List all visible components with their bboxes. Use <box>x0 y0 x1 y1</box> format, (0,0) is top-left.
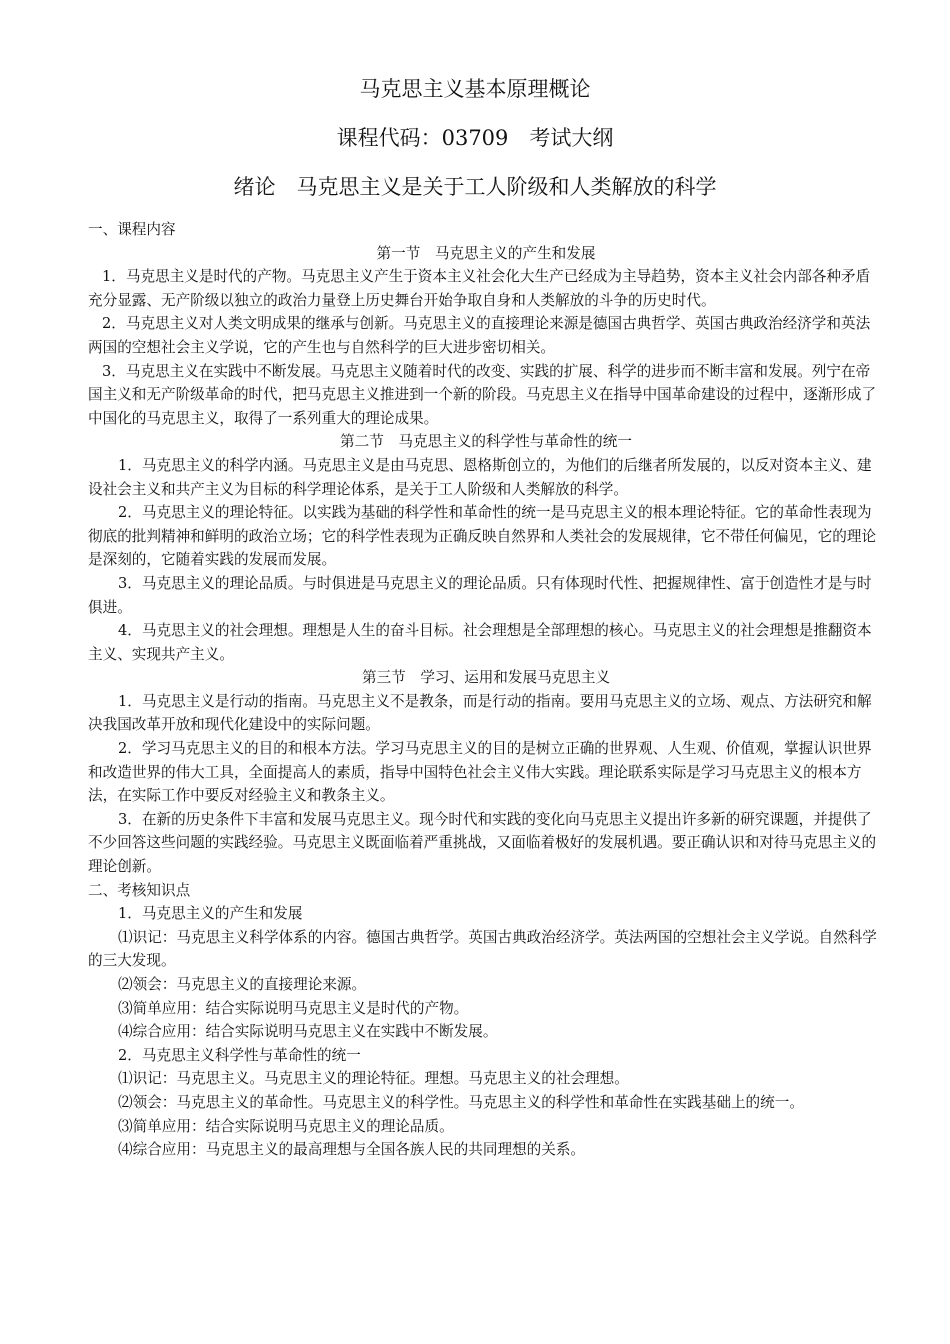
knowledge-point-title: 1．马克思主义的产生和发展 <box>118 905 303 923</box>
section1-paragraph: 2．马克思主义对人类文明成果的继承与创新。马克思主义的直接理论来源是德国古典哲学、英国古典政治经济学和英法两国的空想社会主义学说，它的产生也与自然科学的巨大进步密切相关。 <box>88 315 871 356</box>
section3-paragraph: 1．马克思主义是行动的指南。马克思主义不是教条，而是行动的指南。要用马克思主义的立场、观点、方法研究和解决我国改革开放和现代化建设中的实际问题。 <box>88 692 872 734</box>
section2-paragraph: 3．马克思主义的理论品质。与时俱进是马克思主义的理论品质。只有体现时代性、把握规律性、富于创造性才是与时俱进。 <box>88 574 872 616</box>
knowledge-point-title: 2．马克思主义科学性与革命性的统一 <box>118 1046 361 1064</box>
document-subtitle: 课程代码：03709 考试大纲 <box>336 126 614 150</box>
knowledge-point-item: ⑴识记：马克思主义。马克思主义的理论特征。理想。马克思主义的社会理想。 <box>118 1070 629 1088</box>
part2-heading: 二、考核知识点 <box>88 881 191 899</box>
knowledge-point-item: ⑵领会：马克思主义的直接理论来源。 <box>118 976 367 993</box>
section3-paragraph: 2．学习马克思主义的目的和根本方法。学习马克思主义的目的是树立正确的世界观、人生观、价值观，掌握认识世界和改造世界的伟大工具，全面提高人的素质，指导中国特色社会主义伟大实践。理论联系实际是学习马克思主义的根本方法，在实际工作中要反对经验主义和教条主义。 <box>88 740 872 805</box>
chapter-title: 绪论 马克思主义是关于工人阶级和人类解放的科学 <box>233 175 717 199</box>
section2-paragraph: 1．马克思主义的科学内涵。马克思主义是由马克思、恩格斯创立的，为他们的后继者所发展的，以反对资本主义、建设社会主义和共产主义为目标的科学理论体系，是关于工人阶级和人类解放的科学。 <box>88 456 872 498</box>
section3-paragraph: 3．在新的历史条件下丰富和发展马克思主义。现今时代和实践的变化向马克思主义提出许多新的研究课题，并提供了不少回答这些问题的实践经验。马克思主义既面临着严重挑战，又面临着极好的发展机遇。要正确认识和对待马克思主义的理论创新。 <box>88 810 877 876</box>
section1-paragraph: 1．马克思主义是时代的产物。马克思主义产生于资本主义社会化大生产已经成为主导趋势，资本主义社会内部各种矛盾充分显露、无产阶级以独立的政治力量登上历史舞台开始争取自身和人类解放的斗争的历史时代。 <box>88 268 871 309</box>
section1-title: 第一节 马克思主义的产生和发展 <box>376 244 596 262</box>
knowledge-point-item: ⑶简单应用：结合实际说明马克思主义的理论品质。 <box>118 1117 454 1135</box>
knowledge-point-item: ⑶简单应用：结合实际说明马克思主义是时代的产物。 <box>118 999 469 1017</box>
knowledge-point-item: ⑷综合应用：结合实际说明马克思主义在实践中不断发展。 <box>118 1023 498 1041</box>
knowledge-point-item: ⑴识记：马克思主义科学体系的内容。德国古典哲学。英国古典政治经济学。英法两国的空想社会主义学说。自然科学的三大发现。 <box>88 928 877 970</box>
section2-paragraph: 2．马克思主义的理论特征。以实践为基础的科学性和革命性的统一是马克思主义的根本理论特征。它的革命性表现为彻底的批判精神和鲜明的政治立场；它的科学性表现为正确反映自然界和人类社会的发展规律，它不带任何偏见，它的理论是深刻的，它随着实践的发展而发展。 <box>88 504 877 569</box>
knowledge-point-item: ⑵领会：马克思主义的革命性。马克思主义的科学性。马克思主义的科学性和革命性在实践基础上的统一。 <box>118 1093 804 1111</box>
section2-title: 第二节 马克思主义的科学性与革命性的统一 <box>340 433 632 451</box>
document-title: 马克思主义基本原理概论 <box>359 77 591 101</box>
knowledge-point-item: ⑷综合应用：马克思主义的最高理想与全国各族人民的共同理想的关系。 <box>118 1141 586 1159</box>
section1-paragraph: 3．马克思主义在实践中不断发展。马克思主义随着时代的改变、实践的扩展、科学的进步而不断丰富和发展。列宁在帝国主义和无产阶级革命的时代，把马克思主义推进到一个新的阶段。马克思主义在指导中国革命建设的过程中，逐渐形成了中国化的马克思主义，取得了一系列重大的理论成果。 <box>88 362 877 427</box>
section2-paragraph: 4．马克思主义的社会理想。理想是人生的奋斗目标。社会理想是全部理想的核心。马克思主义的社会理想是推翻资本主义、实现共产主义。 <box>88 622 872 663</box>
section3-title: 第三节 学习、运用和发展马克思主义 <box>361 669 611 687</box>
document-body <box>88 218 884 1162</box>
part1-heading: 一、课程内容 <box>88 221 176 238</box>
